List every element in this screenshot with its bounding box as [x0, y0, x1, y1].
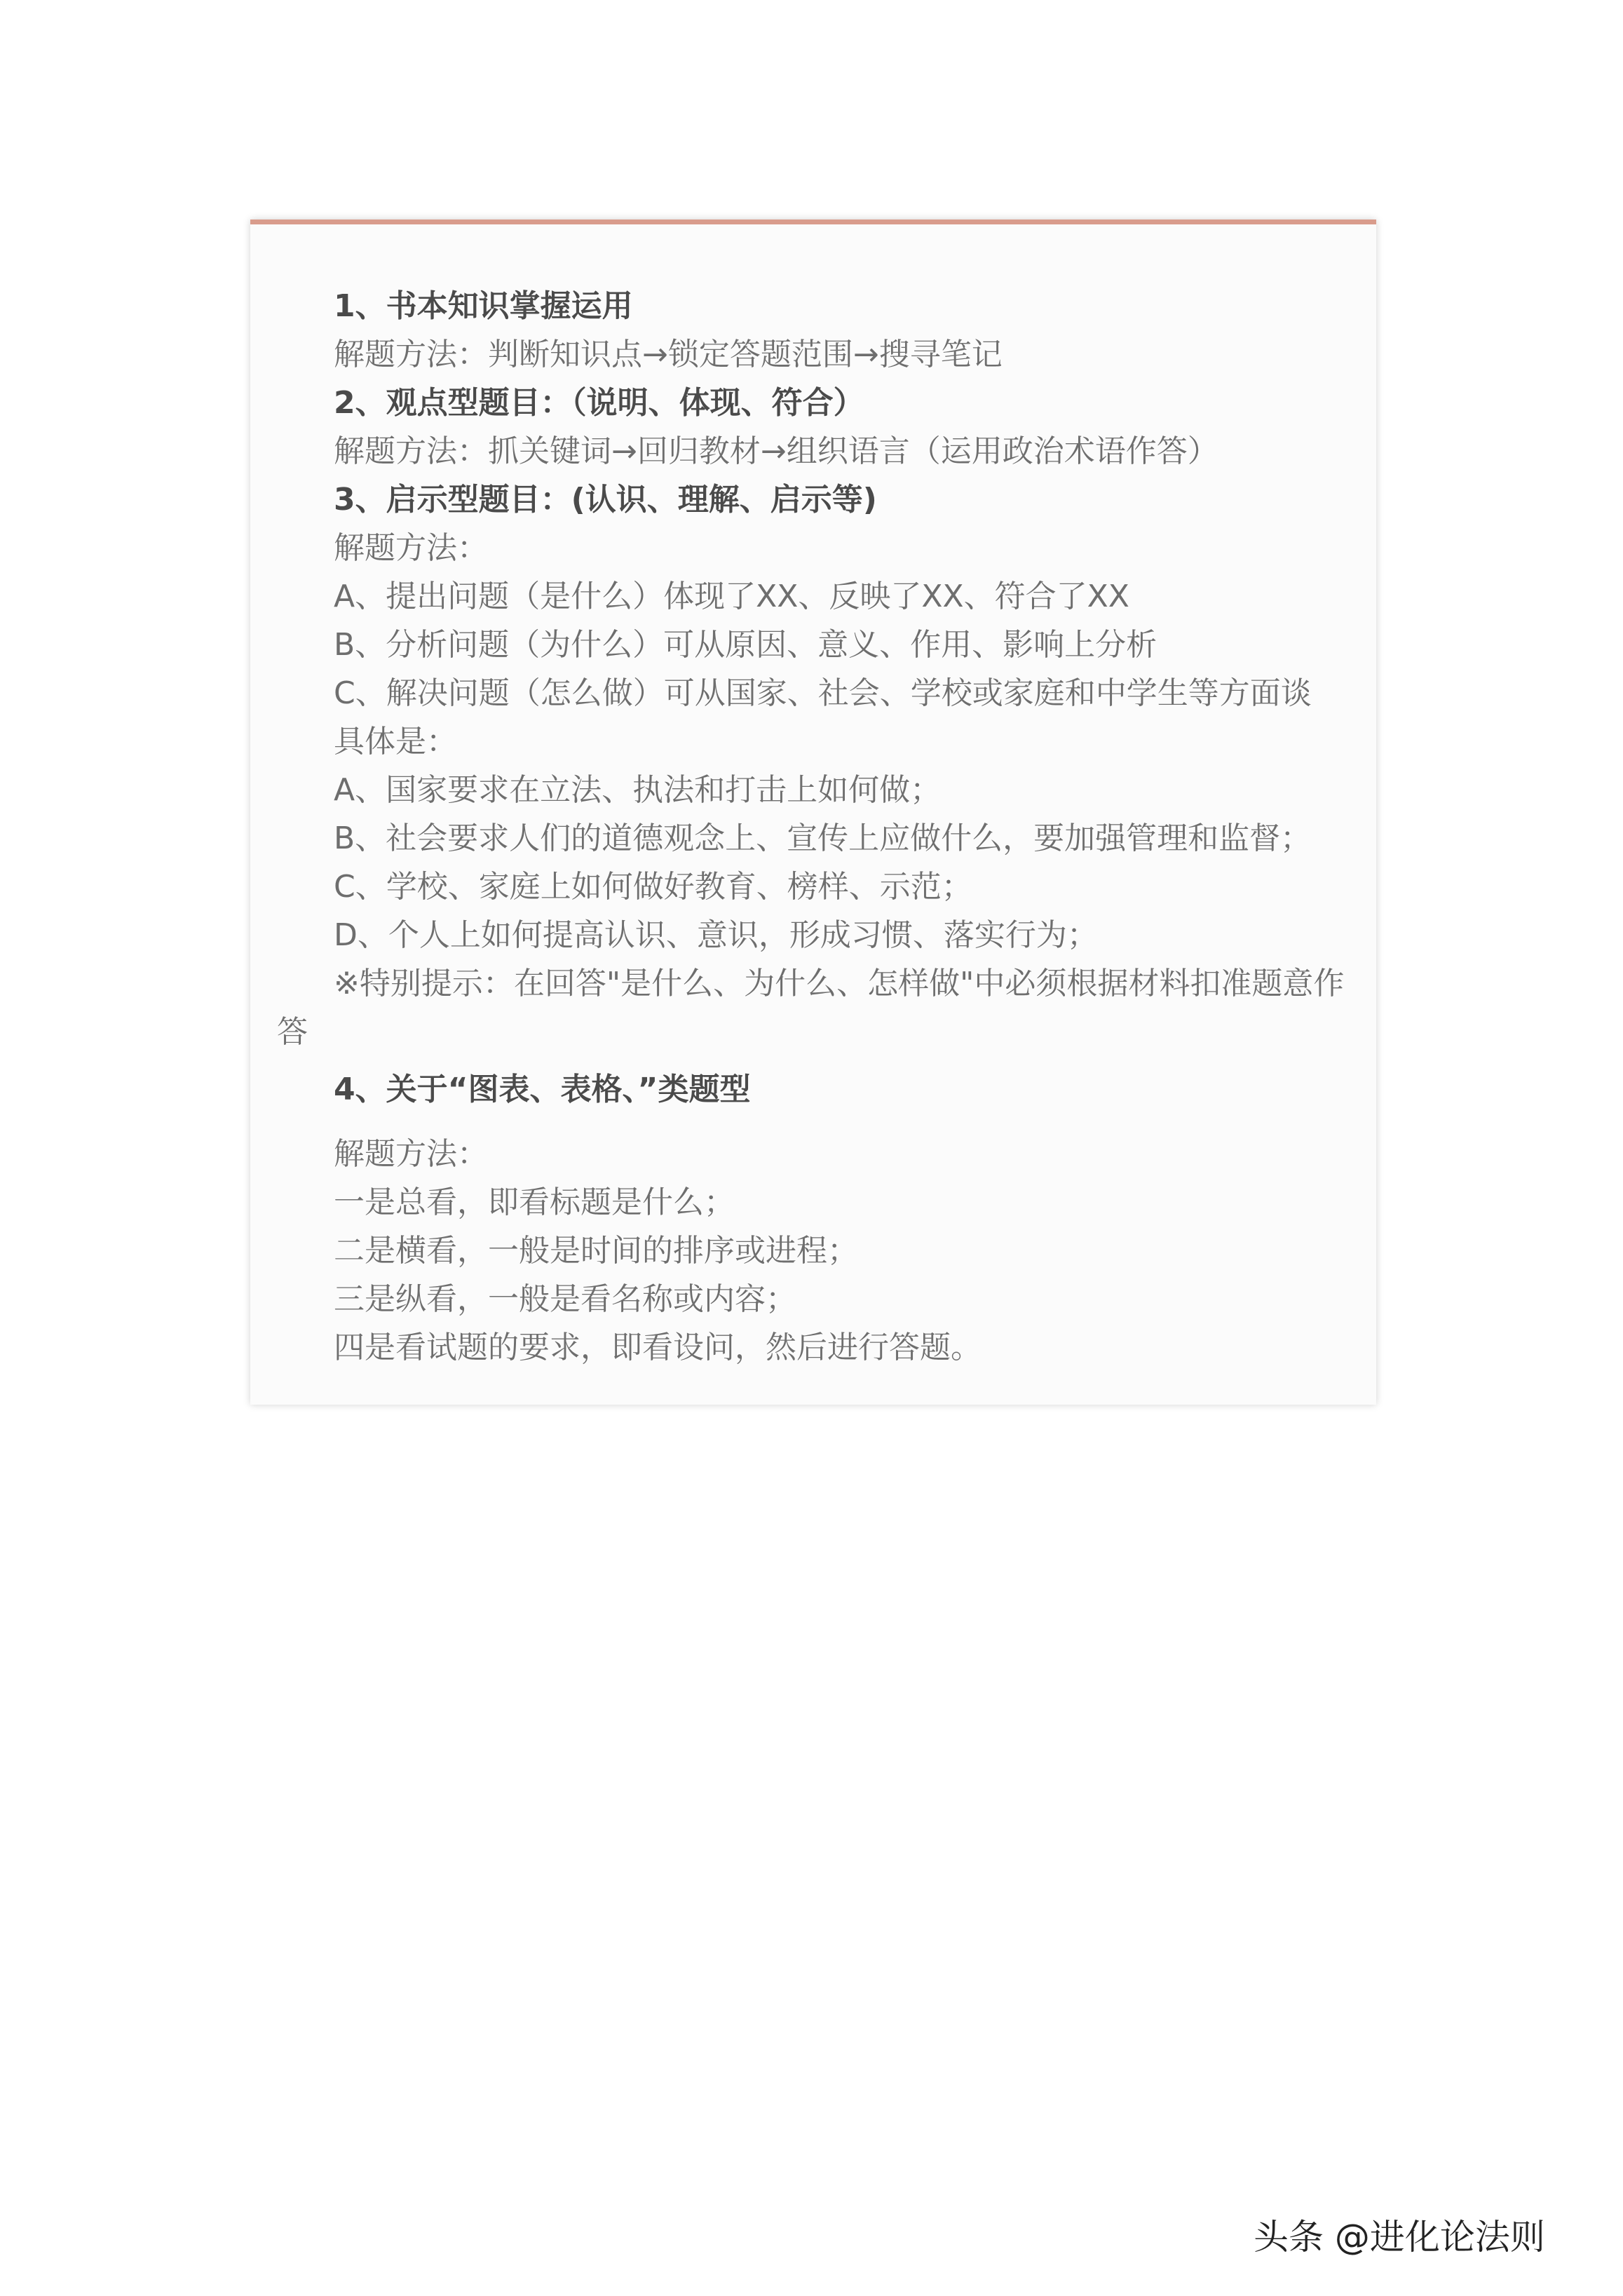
section-3-item-a: A、提出问题（是什么）体现了XX、反映了XX、符合了XX: [334, 579, 1129, 614]
section-3-specific-c: C、学校、家庭上如何做好教育、榜样、示范；: [334, 869, 972, 905]
section-3-note: ※特别提示：在回答"是什么、为什么、怎样做"中必须根据材料扣准题意作: [334, 966, 1345, 1001]
section-4-method: 解题方法：: [334, 1136, 488, 1172]
section-3-specific-b: B、社会要求人们的道德观念上、宣传上应做什么，要加强管理和监督；: [334, 821, 1312, 856]
section-2-method: 解题方法：抓关键词→回归教材→组织语言（运用政治术语作答）: [334, 433, 1218, 469]
section-4-item-4: 四是看试题的要求，即看设问，然后进行答题。: [334, 1330, 982, 1365]
section-2-heading: 2、观点型题目：（说明、体现、符合）: [334, 385, 864, 421]
section-4-item-2: 二是横看，一般是时间的排序或进程；: [334, 1233, 858, 1269]
section-3-specific-label: 具体是：: [334, 724, 457, 759]
section-4-item-1: 一是总看，即看标题是什么；: [334, 1184, 735, 1220]
section-3-specific-d: D、个人上如何提高认识、意识，形成习惯、落实行为；: [334, 917, 1098, 953]
watermark: 头条 @进化论法则: [1254, 2217, 1545, 2257]
section-1-method: 解题方法：判断知识点→锁定答题范围→搜寻笔记: [334, 337, 1003, 372]
section-3-note-continued: 答: [277, 1014, 308, 1050]
section-3-heading: 3、启示型题目：(认识、理解、启示等): [334, 482, 877, 518]
section-3-specific-a: A、国家要求在立法、执法和打击上如何做；: [334, 772, 942, 808]
section-4-item-3: 三是纵看，一般是看名称或内容；: [334, 1281, 796, 1317]
section-3-item-b: B、分析问题（为什么）可从原因、意义、作用、影响上分析: [334, 627, 1157, 663]
content-card: [250, 220, 1376, 1405]
section-4-heading: 4、关于“图表、表格、”类题型: [334, 1072, 751, 1107]
section-1-heading: 1、书本知识掌握运用: [334, 288, 633, 324]
section-3-item-c: C、解决问题（怎么做）可从国家、社会、学校或家庭和中学生等方面谈: [334, 675, 1312, 711]
section-3-method: 解题方法：: [334, 530, 488, 566]
